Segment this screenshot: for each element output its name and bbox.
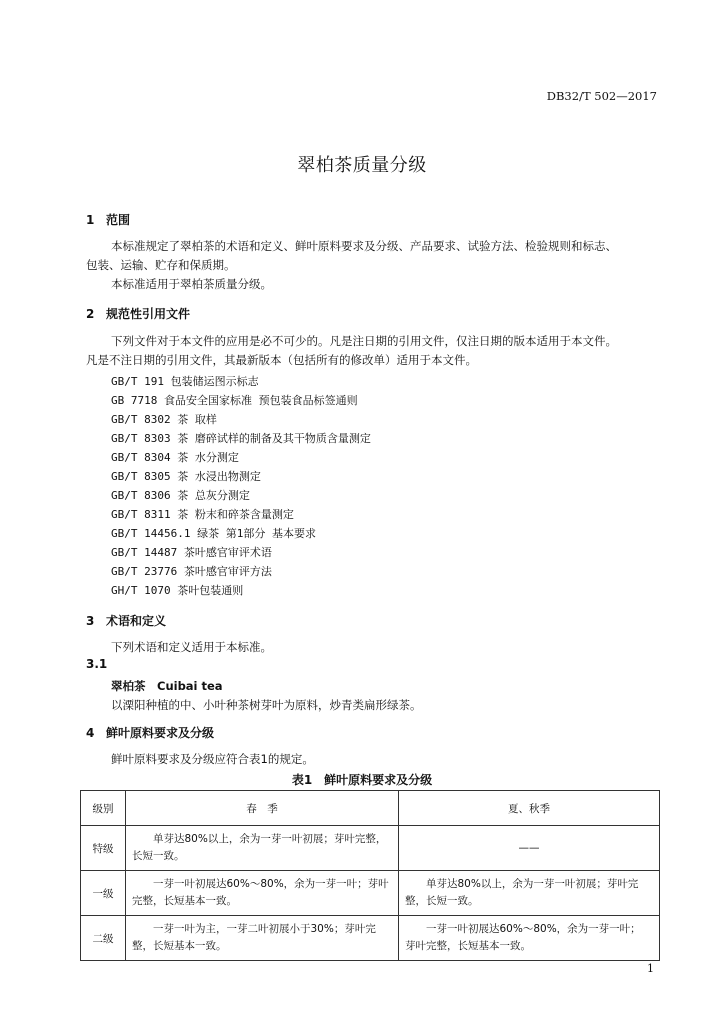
table-cell: 二级 bbox=[81, 916, 126, 961]
table-row bbox=[81, 916, 660, 961]
reference-item: GB/T 191 包装储运图示标志 bbox=[111, 375, 259, 388]
section-title: 鲜叶原料要求及分级 bbox=[106, 726, 215, 740]
grading-table bbox=[80, 790, 660, 961]
reference-item: GB/T 8303 茶 磨碎试样的制备及其干物质含量测定 bbox=[111, 432, 371, 445]
table-cell: 一级 bbox=[81, 871, 126, 916]
reference-item: GB/T 8306 茶 总灰分测定 bbox=[111, 489, 250, 502]
paragraph: 鲜叶原料要求及分级应符合表1的规定。 bbox=[111, 752, 314, 766]
table-cell: 单芽达80%以上，余为一芽一叶初展；芽叶完整，长短一致。 bbox=[399, 871, 660, 916]
section-4-heading bbox=[86, 724, 214, 741]
section-3-heading bbox=[86, 612, 166, 629]
table-header-row bbox=[81, 791, 660, 826]
subsection-number: 3.1 bbox=[86, 657, 108, 671]
table-row bbox=[81, 871, 660, 916]
reference-item: GB/T 8304 茶 水分测定 bbox=[111, 451, 239, 464]
section-number: 4 bbox=[86, 726, 95, 740]
section-number: 2 bbox=[86, 307, 95, 321]
table-row bbox=[81, 826, 660, 871]
section-title: 术语和定义 bbox=[106, 614, 167, 628]
section-title: 范围 bbox=[106, 213, 131, 227]
table-header-cell: 春 季 bbox=[126, 791, 399, 826]
table-cell: 一芽一叶为主，一芽二叶初展小于30%；芽叶完整，长短基本一致。 bbox=[126, 916, 399, 961]
term-entry: 翠柏茶 Cuibai tea bbox=[111, 679, 223, 693]
section-2-heading bbox=[86, 305, 190, 322]
reference-item: GB 7718 食品安全国家标准 预包装食品标签通则 bbox=[111, 394, 358, 407]
paragraph: 凡是不注日期的引用文件，其最新版本（包括所有的修改单）适用于本文件。 bbox=[86, 353, 477, 367]
reference-item: GH/T 1070 茶叶包装通则 bbox=[111, 584, 244, 597]
table-header-cell: 夏、秋季 bbox=[399, 791, 660, 826]
reference-item: GB/T 14456.1 绿茶 第1部分 基本要求 bbox=[111, 527, 316, 540]
paragraph: 本标准规定了翠柏茶的术语和定义、鲜叶原料要求及分级、产品要求、试验方法、检验规则和标志、 bbox=[111, 239, 617, 253]
paragraph: 本标准适用于翠柏茶质量分级。 bbox=[111, 277, 272, 291]
paragraph: 下列文件对于本文件的应用是必不可少的。凡是注日期的引用文件，仅注日期的版本适用于本文件。 bbox=[111, 334, 617, 348]
term-definition: 以溧阳种植的中、小叶种茶树芽叶为原料，炒青类扁形绿茶。 bbox=[111, 698, 422, 712]
reference-item: GB/T 8302 茶 取样 bbox=[111, 413, 217, 426]
standard-code: DB32/T 502—2017 bbox=[546, 89, 657, 103]
reference-item: GB/T 8311 茶 粉末和碎茶含量测定 bbox=[111, 508, 294, 521]
section-1-heading bbox=[86, 211, 130, 228]
reference-item: GB/T 8305 茶 水浸出物测定 bbox=[111, 470, 261, 483]
table-cell: —— bbox=[399, 826, 660, 871]
section-number: 1 bbox=[86, 213, 95, 227]
table-cell: 单芽达80%以上，余为一芽一叶初展；芽叶完整，长短一致。 bbox=[126, 826, 399, 871]
section-title: 规范性引用文件 bbox=[106, 307, 191, 321]
table-header-cell: 级别 bbox=[81, 791, 126, 826]
table-cell: 一芽一叶初展达60%～80%，余为一芽一叶；芽叶完整，长短基本一致。 bbox=[126, 871, 399, 916]
table-caption: 表1 鲜叶原料要求及分级 bbox=[291, 773, 433, 787]
table-cell: 一芽一叶初展达60%～80%，余为一芽一叶； 芽叶完整，长短基本一致。 bbox=[399, 916, 660, 961]
reference-item: GB/T 14487 茶叶感官审评术语 bbox=[111, 546, 272, 559]
section-number: 3 bbox=[86, 614, 95, 628]
paragraph: 包装、运输、贮存和保质期。 bbox=[86, 258, 236, 272]
document-title: 翠柏茶质量分级 bbox=[297, 155, 427, 176]
reference-item: GB/T 23776 茶叶感官审评方法 bbox=[111, 565, 272, 578]
page-number: 1 bbox=[647, 962, 654, 975]
paragraph: 下列术语和定义适用于本标准。 bbox=[111, 640, 272, 654]
table-cell: 特级 bbox=[81, 826, 126, 871]
